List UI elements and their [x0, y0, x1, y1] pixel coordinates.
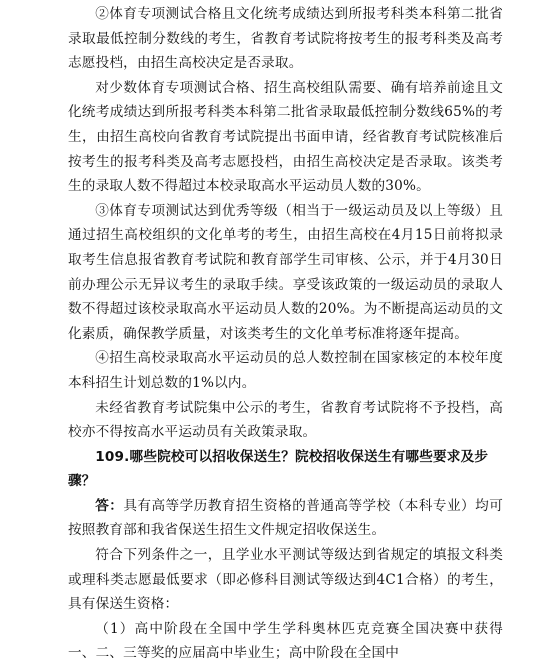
question-109-heading: 109.哪些院校可以招收保送生？院校招收保送生有哪些要求及步骤？	[68, 448, 489, 490]
answer-paragraph	[68, 494, 503, 543]
answer-label: 答：	[95, 497, 124, 514]
paragraph-eligibility-conditions: 符合下列条件之一，且学业水平测试等级达到省规定的填报文科类或理科类志愿最低要求（即必修科目测试等级达到4C1合格）的考生，具有保送生资格：	[68, 547, 503, 613]
paragraph-condition-1: （1）高中阶段在全国中学生学科奥林匹克竞赛全国决赛中获得一、二、三等奖的应届高中毕业生；高中阶段在全国中	[68, 620, 503, 662]
paragraph-special-application: 对少数体育专项测试合格、招生高校组队需要、确有培养前途且文化统考成绩达到所报考科类本科第二批省录取最低控制分数线65%的考生，由招生高校向省教育考试院提出书面申请，经省教育考试院核准后按考生的报考科类及高考志愿投档，由招生高校决定是否录取。该类考生的录取人数不得超过本校录取高水平运动员人数的30%。	[68, 79, 503, 195]
answer-text: 具有高等学历教育招生资格的普通高等学校（本科专业）均可按照教育部和我省保送生招生文件规定招收保送生。	[68, 497, 503, 539]
paragraph-admission-rule-3: ③体育专项测试达到优秀等级（相当于一级运动员及以上等级）且通过招生高校组织的文化单考的考生，由招生高校在4月15日前将拟录取考生信息报省教育考试院和教育部学生司审核、公示，并于4月30日前办理公示无异议考生的录取手续。享受该政策的一级运动员的录取人数不得超过该校录取高水平运动员人数的20%。为不断提高运动员的文化素质，确保教学质量，对该类考生的文化单考标准将逐年提高。	[68, 202, 503, 342]
paragraph-admission-rule-2: ②体育专项测试合格且文化统考成绩达到所报考科类本科第二批省录取最低控制分数线的考生，省教育考试院将按考生的报考科类及高考志愿投档，由招生高校决定是否录取。	[68, 6, 503, 72]
paragraph-admission-rule-4: ④招生高校录取高水平运动员的总人数控制在国家核定的本校年度本科招生计划总数的1%以内。	[68, 350, 503, 391]
paragraph-unpublished-candidates: 未经省教育考试院集中公示的考生，省教育考试院将不予投档，高校亦不得按高水平运动员有关政策录取。	[68, 399, 503, 441]
document-page	[68, 2, 503, 666]
